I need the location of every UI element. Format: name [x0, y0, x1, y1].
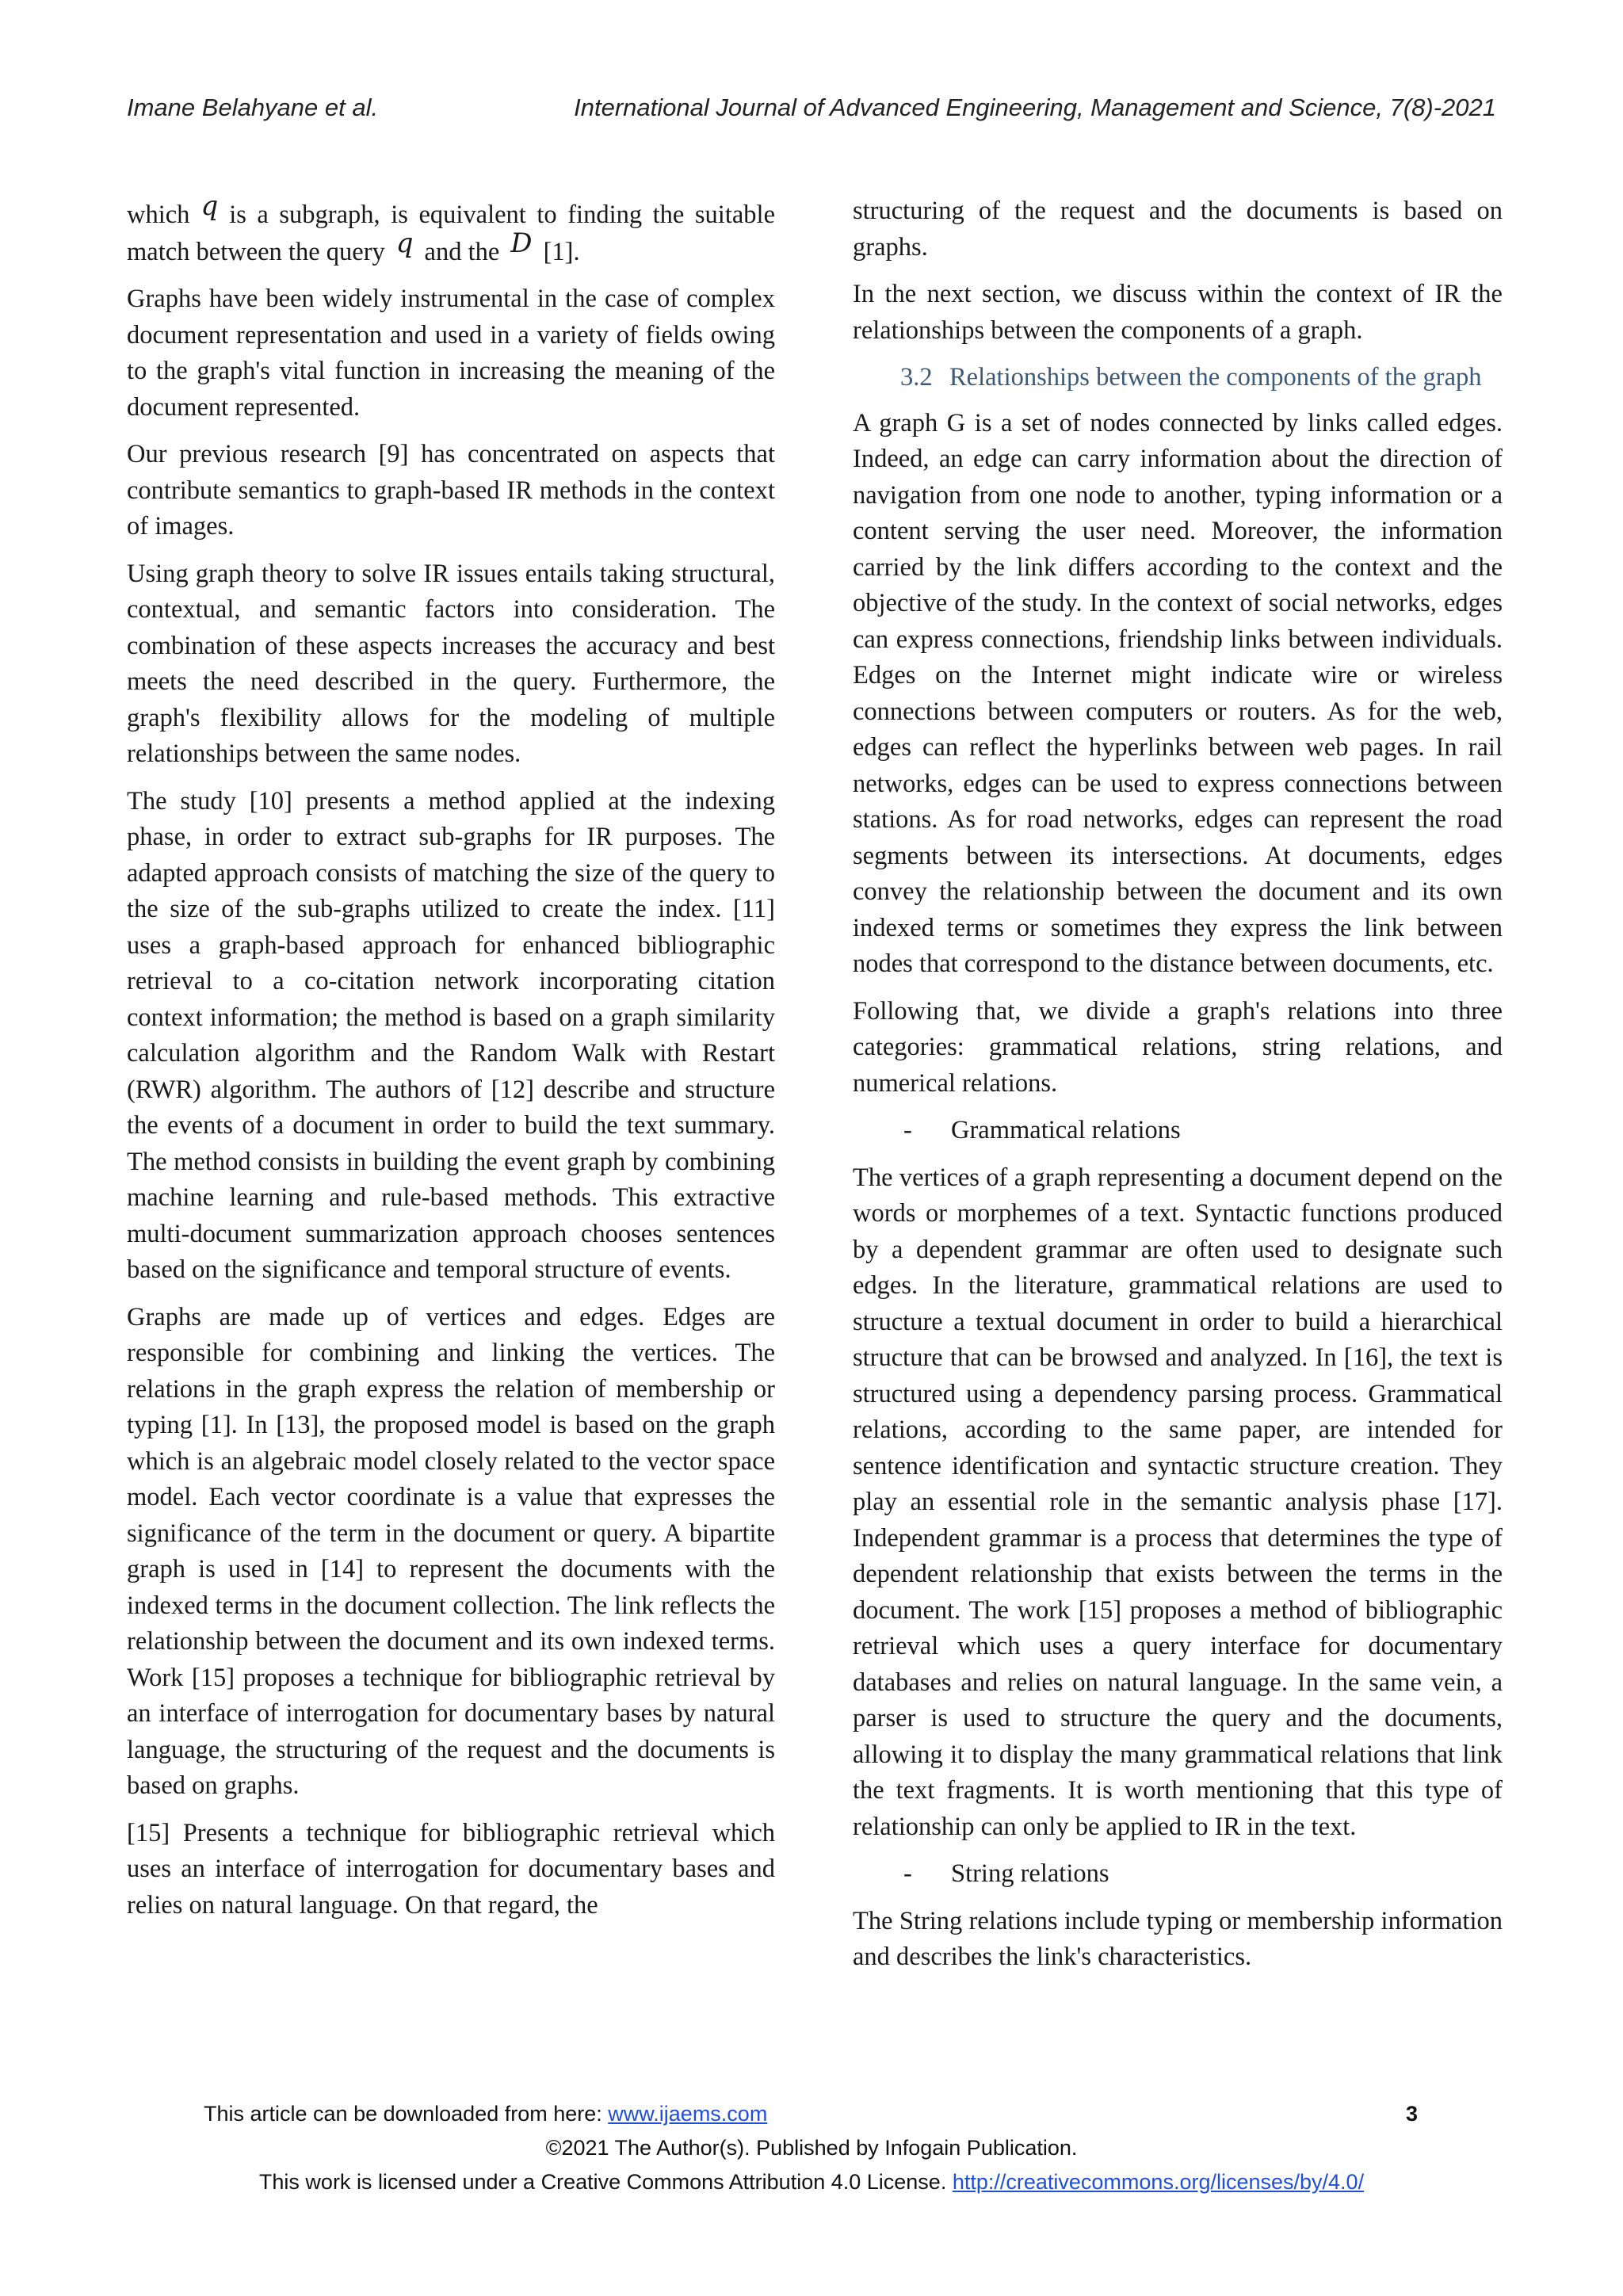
footer-download-text: This article can be downloaded from here:	[204, 2102, 609, 2126]
header-author: Imane Belahyane et al.	[127, 94, 379, 121]
left-column	[127, 190, 775, 1935]
footer-copyright: ©2021 The Author(s). Published by Infogain Publication.	[545, 2136, 1078, 2160]
text-run: and the	[424, 237, 500, 266]
math-symbol-q: q	[200, 190, 219, 222]
paragraph: The vertices of a graph representing a document depend on the words or morphemes of a text. Syntactic functions produced by a dependent grammar are often used to designate such edges. In the literature, grammatical relations are used to structure a textual document in order to build a hierarchical structure that can be browsed and analyzed. In [16], the text is structured using a dependency parsing process. Grammatical relations, according to the same paper, are intended for sentence identification and syntactic structure creation. They play an essential role in the semantic analysis phase [17]. Independent grammar is a process that determines the type of dependent relationship that exists between the terms in the document. The work [15] proposes a method of bibliographic retrieval which uses a query interface for documentary databases and relies on natural language. In the same vein, a parser is used to structure the query and the documents, allowing it to display the many grammatical relations that link the text fragments. It is worth mentioning that this type of relationship can only be applied to IR in the text.	[853, 1163, 1503, 1841]
section-heading	[853, 360, 1503, 396]
paragraph: The study [10] presents a method applied at the indexing phase, in order to extract sub-graphs for IR purposes. The adapted approach consists of matching the size of the query to the size of the sub-graphs utilized to create the index. [11] uses a graph-based approach for enhanced bibliographic retrieval to a co-citation network incorporating citation context information; the method is based on a graph similarity calculation algorithm and the Random Walk with Restart (RWR) algorithm. The authors of [12] describe and structure the events of a document in order to build the text summary. The method consists in building the event graph by combining machine learning and rule-based methods. This extractive multi-document summarization approach chooses sentences based on the significance and temporal structure of events.	[127, 786, 775, 1284]
paragraph: Following that, we divide a graph's relations into three categories: grammatical relations, string relations, and numerical relations.	[853, 996, 1503, 1098]
paragraph: Graphs have been widely instrumental in the case of complex document representation and used in a variety of fields owing to the graph's vital function in increasing the meaning of the document represented.	[127, 285, 775, 422]
footer-license	[0, 2170, 1623, 2195]
footer-download	[204, 2102, 767, 2126]
math-symbol-d: D	[510, 227, 533, 259]
paragraph	[127, 190, 775, 270]
paragraph: In the next section, we discuss within the context of IR the relationships between the components of a graph.	[853, 280, 1503, 345]
paragraph: A graph G is a set of nodes connected by links called edges. Indeed, an edge can carry information about the direction of navigation from one node to another, typing information or a content serving the user need. Moreover, the information carried by the link differs according to the context and the objective of the study. In the context of social networks, edges can express connections, friendship links between individuals. Edges on the Internet might indicate wire or wireless connections between computers or routers. As for the web, edges can reflect the hyperlinks between web pages. In rail networks, edges can be used to express connections between stations. As for road networks, edges can represent the road segments between its intersections. At documents, edges convey the relationship between the document and its own indexed terms or sometimes they express the link between nodes that correspond to the distance between documents, etc.	[853, 408, 1503, 978]
paragraph: Graphs are made up of vertices and edges. Edges are responsible for combining and linking the vertices. The relations in the graph express the relation of membership or typing [1]. In [13], the proposed model is based on the graph which is an algebraic model closely related to the vector space model. Each vector coordinate is a value that expresses the significance of the term in the document or query. A bipartite graph is used in [14] to represent the documents with the indexed terms in the document collection. The link reflects the relationship between the document and its own indexed terms. Work [15] proposes a technique for bibliographic retrieval by an interface of interrogation for documentary bases by natural language, the structuring of the request and the documents is based on graphs.	[127, 1302, 775, 1800]
text-run: which	[127, 201, 190, 229]
right-column	[853, 193, 1503, 1987]
math-symbol-q: q	[395, 227, 414, 259]
bullet-label: Grammatical relations	[951, 1116, 1181, 1144]
paragraph: [15] Presents a technique for bibliographic retrieval which uses an interface of interrogation for documentary bases and relies on natural language. On that regard, the	[127, 1818, 775, 1920]
bullet-label: String relations	[951, 1859, 1109, 1888]
paragraph: structuring of the request and the documents is based on graphs.	[853, 197, 1503, 262]
header-journal: International Journal of Advanced Engineering, Management and Science, 7(8)-2021	[574, 94, 1496, 121]
paragraph: Our previous research [9] has concentrated on aspects that contribute semantics to graph-based IR methods in the context of images.	[127, 440, 775, 541]
license-link[interactable]: http://creativecommons.org/licenses/by/4.0/	[952, 2170, 1365, 2194]
page-number: 3	[1406, 2102, 1419, 2126]
journal-link[interactable]: www.ijaems.com	[608, 2102, 768, 2126]
text-run: is a subgraph, is equivalent to finding the suitable match between the query	[127, 201, 775, 266]
bullet-item	[853, 1856, 1503, 1893]
text-run: [1].	[543, 237, 580, 266]
bullet-item	[853, 1113, 1503, 1149]
section-title: Relationships between the components of the graph	[949, 363, 1482, 392]
paragraph: Using graph theory to solve IR issues entails taking structural, contextual, and semantic factors into consideration. The combination of these aspects increases the accuracy and best meets the need described in the query. Furthermore, the graph's flexibility allows for the modeling of multiple relationships between the same nodes.	[127, 559, 775, 768]
bullet-dash: -	[903, 1116, 912, 1144]
paragraph: The String relations include typing or membership information and describes the link's characteristics.	[853, 1906, 1503, 1971]
section-number: 3.2	[900, 363, 933, 392]
footer-license-text: This work is licensed under a Creative Commons Attribution 4.0 License.	[258, 2170, 953, 2194]
bullet-dash: -	[903, 1859, 912, 1888]
